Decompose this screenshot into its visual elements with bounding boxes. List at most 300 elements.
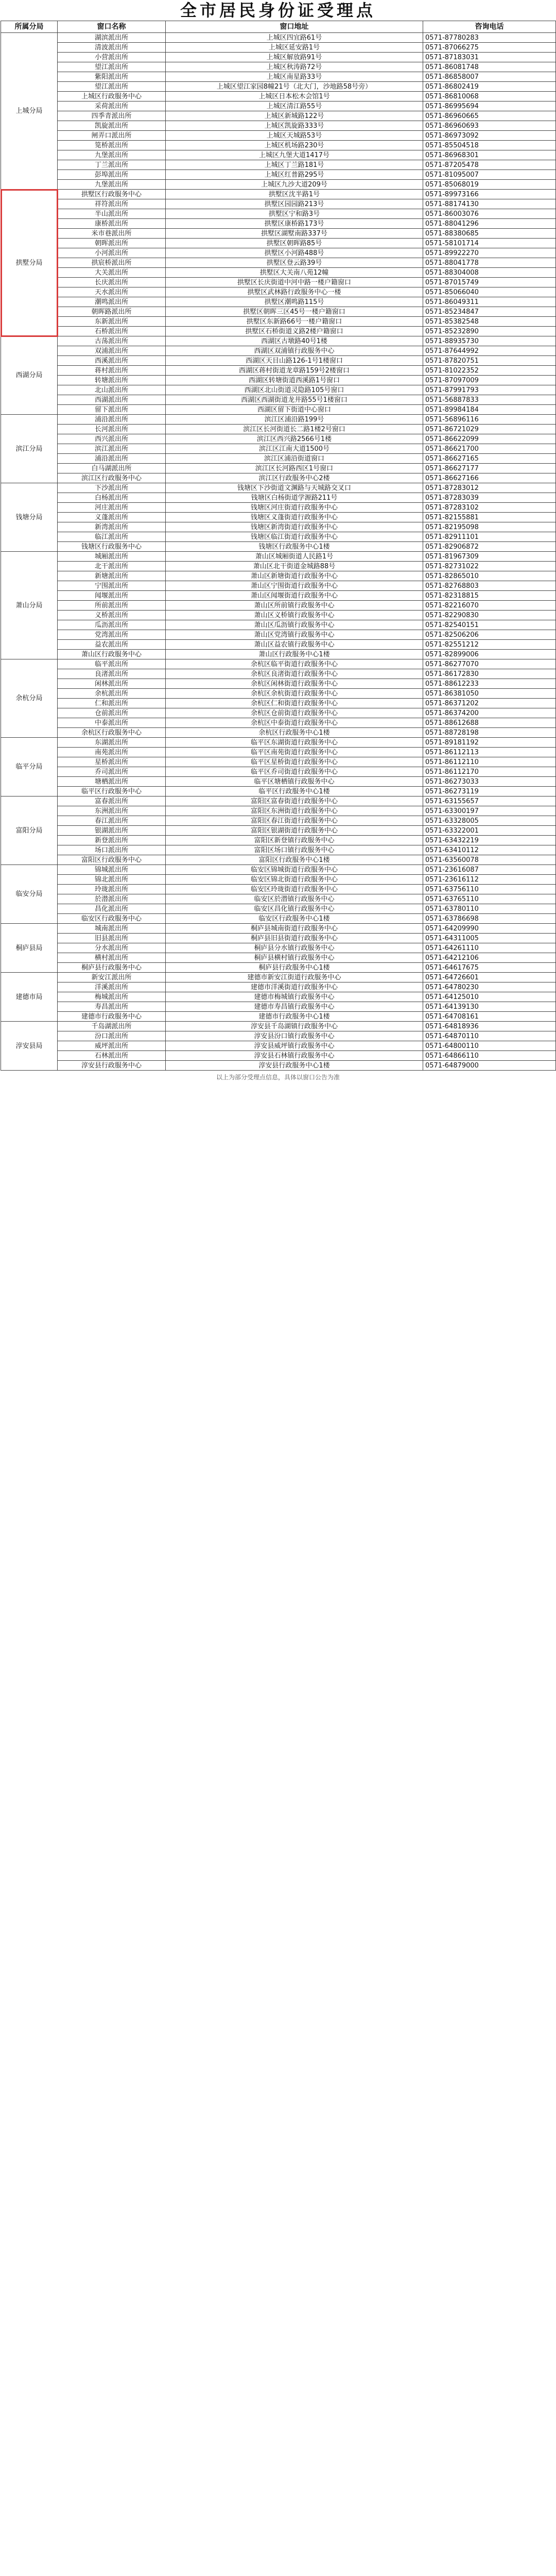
window-address-cell: 萧山区宁围街道行政服务中心 <box>166 581 423 591</box>
window-name-cell: 南苑派出所 <box>58 748 166 757</box>
window-address-cell: 上城区机场路230号 <box>166 141 423 150</box>
window-name-cell: 威坪派出所 <box>58 1041 166 1051</box>
window-name-cell: 石桥派出所 <box>58 327 166 336</box>
window-name-cell: 九堡派出所 <box>58 180 166 190</box>
table-row <box>1 248 556 258</box>
table-row <box>1 591 556 601</box>
table-row <box>1 405 556 415</box>
window-address-cell: 上城区新城路122号 <box>166 111 423 121</box>
header-window: 窗口名称 <box>58 21 166 33</box>
window-address-cell: 拱墅区东新路66号一楼户籍窗口 <box>166 317 423 327</box>
window-name-cell: 良渚派出所 <box>58 669 166 679</box>
phone-cell: 0571-63155657 <box>423 796 556 806</box>
table-row <box>1 855 556 865</box>
page-title: 全市居民身份证受理点 <box>180 1 376 20</box>
table-row <box>1 219 556 229</box>
phone-cell: 0571-64139130 <box>423 1002 556 1012</box>
table-row <box>1 62 556 72</box>
window-name-cell: 中泰派出所 <box>58 718 166 728</box>
window-name-cell: 望江派出所 <box>58 82 166 92</box>
window-name-cell: 湖滨派出所 <box>58 33 166 43</box>
window-address-cell: 钱塘区义蓬街道行政服务中心 <box>166 513 423 522</box>
phone-cell: 0571-64708161 <box>423 1012 556 1022</box>
phone-cell: 0571-63765110 <box>423 894 556 904</box>
window-name-cell: 彭埠派出所 <box>58 170 166 180</box>
phone-cell: 0571-64800110 <box>423 1041 556 1051</box>
page <box>0 0 556 1081</box>
table-row <box>1 562 556 571</box>
table-row <box>1 483 556 493</box>
window-address-cell: 富阳区东洲街道行政服务中心 <box>166 806 423 816</box>
window-name-cell: 场口派出所 <box>58 845 166 855</box>
phone-cell: 0571-87283102 <box>423 503 556 513</box>
phone-cell: 0571-87820751 <box>423 356 556 366</box>
window-name-cell: 蒋村派出所 <box>58 366 166 376</box>
header-phone: 咨询电话 <box>423 21 556 33</box>
table-row <box>1 659 556 669</box>
window-address-cell: 淳安县威坪镇行政服务中心 <box>166 1041 423 1051</box>
table-row <box>1 287 556 297</box>
window-address-cell: 余杭区行政服务中心1楼 <box>166 728 423 738</box>
table-row <box>1 943 556 953</box>
table-row <box>1 1041 556 1051</box>
window-name-cell: 祥符派出所 <box>58 199 166 209</box>
phone-cell: 0571-88380685 <box>423 229 556 239</box>
phone-cell: 0571-23616087 <box>423 865 556 875</box>
table-row <box>1 1012 556 1022</box>
window-address-cell: 上城区九堡大道1417号 <box>166 150 423 160</box>
window-address-cell: 西湖区转塘街道西溪路1号窗口 <box>166 376 423 385</box>
window-name-cell: 凯旋派出所 <box>58 121 166 131</box>
table-row <box>1 826 556 836</box>
phone-cell: 0571-63432219 <box>423 836 556 845</box>
bureau-cell: 临平分局 <box>1 738 58 796</box>
phone-cell: 0571-89922270 <box>423 248 556 258</box>
table-row <box>1 258 556 268</box>
window-name-cell: 清波派出所 <box>58 43 166 53</box>
phone-cell: 0571-82540151 <box>423 620 556 630</box>
phone-cell: 0571-81022352 <box>423 366 556 376</box>
window-name-cell: 北山派出所 <box>58 385 166 395</box>
window-name-cell: 宁围派出所 <box>58 581 166 591</box>
window-address-cell: 临安区昌化镇行政服务中心 <box>166 904 423 914</box>
window-name-cell: 临平区行政服务中心 <box>58 787 166 796</box>
phone-cell: 0571-85382548 <box>423 317 556 327</box>
table-row <box>1 934 556 943</box>
window-address-cell: 滨江区长河街道长二路1楼2号窗口 <box>166 425 423 434</box>
phone-cell: 0571-82768803 <box>423 581 556 591</box>
phone-cell: 0571-88041778 <box>423 258 556 268</box>
window-name-cell: 白杨派出所 <box>58 493 166 503</box>
table-row <box>1 356 556 366</box>
phone-cell: 0571-86802419 <box>423 82 556 92</box>
window-address-cell: 西湖区古墩路40号1楼 <box>166 336 423 346</box>
table-row <box>1 689 556 699</box>
window-name-cell: 所前派出所 <box>58 601 166 611</box>
window-name-cell: 城厢派出所 <box>58 552 166 562</box>
window-name-cell: 笕桥派出所 <box>58 141 166 150</box>
table-row <box>1 640 556 650</box>
window-address-cell: 西湖区留下街道中心窗口 <box>166 405 423 415</box>
window-name-cell: 闻堰派出所 <box>58 591 166 601</box>
window-address-cell: 拱墅区朝晖三区45号一楼户籍窗口 <box>166 307 423 317</box>
footer-note: 以上为部分受理点信息，具体以窗口公告为准 <box>216 1074 340 1081</box>
window-address-cell: 富阳区富春街道行政服务中心 <box>166 796 423 806</box>
window-name-cell: 义桥派出所 <box>58 611 166 620</box>
window-address-cell: 建德市寿昌镇行政服务中心 <box>166 1002 423 1012</box>
table-row <box>1 121 556 131</box>
window-address-cell: 临平区乔司街道行政服务中心 <box>166 767 423 777</box>
window-name-cell: 余杭区行政服务中心 <box>58 728 166 738</box>
phone-cell: 0571-88728198 <box>423 728 556 738</box>
window-address-cell: 余杭区仁和街道行政服务中心 <box>166 699 423 708</box>
table-row <box>1 914 556 924</box>
window-address-cell: 建德市洋溪街道行政服务中心 <box>166 982 423 992</box>
bureau-cell: 滨江分局 <box>1 415 58 483</box>
window-name-cell: 新塘派出所 <box>58 571 166 581</box>
window-name-cell: 上城区行政服务中心 <box>58 92 166 101</box>
window-address-cell: 上城区四宜路61号 <box>166 33 423 43</box>
phone-cell: 0571-85504518 <box>423 141 556 150</box>
window-address-cell: 滨江区江南大道1500号 <box>166 444 423 454</box>
table-row <box>1 552 556 562</box>
phone-cell: 0571-86112170 <box>423 767 556 777</box>
window-name-cell: 留下派出所 <box>58 405 166 415</box>
phone-cell: 0571-82318815 <box>423 591 556 601</box>
table-row <box>1 620 556 630</box>
window-name-cell: 寿昌派出所 <box>58 1002 166 1012</box>
phone-cell: 0571-86622099 <box>423 434 556 444</box>
window-name-cell: 滨江派出所 <box>58 444 166 454</box>
window-address-cell: 上城区丁兰路181号 <box>166 160 423 170</box>
window-name-cell: 东新派出所 <box>58 317 166 327</box>
phone-cell: 0571-88935730 <box>423 336 556 346</box>
phone-cell: 0571-86371202 <box>423 699 556 708</box>
window-address-cell: 建德市新安江街道行政服务中心 <box>166 973 423 982</box>
table-row <box>1 190 556 199</box>
phone-cell: 0571-86049311 <box>423 297 556 307</box>
phone-cell: 0571-85234847 <box>423 307 556 317</box>
window-address-cell: 富阳区行政服务中心1楼 <box>166 855 423 865</box>
table-row <box>1 816 556 826</box>
window-address-cell: 拱墅区朝晖路85号 <box>166 239 423 248</box>
table-row <box>1 1051 556 1061</box>
header-bureau: 所属分局 <box>1 21 58 33</box>
phone-cell: 0571-86381050 <box>423 689 556 699</box>
window-name-cell: 新湾派出所 <box>58 522 166 532</box>
phone-cell: 0571-64780230 <box>423 982 556 992</box>
window-address-cell: 上城区天城路53号 <box>166 131 423 141</box>
table-row <box>1 1061 556 1071</box>
phone-cell: 0571-64311005 <box>423 934 556 943</box>
window-address-cell: 拱墅区园园路213号 <box>166 199 423 209</box>
table-row <box>1 679 556 689</box>
window-address-cell: 拱墅区登云路39号 <box>166 258 423 268</box>
bureau-cell: 拱墅分局 <box>1 190 58 336</box>
phone-cell: 0571-64125010 <box>423 992 556 1002</box>
window-address-cell: 滨江区浦沿路199号 <box>166 415 423 425</box>
window-name-cell: 昌化派出所 <box>58 904 166 914</box>
window-name-cell: 紫阳派出所 <box>58 72 166 82</box>
phone-cell: 0571-87183031 <box>423 53 556 62</box>
window-name-cell: 古荡派出所 <box>58 336 166 346</box>
window-name-cell: 白马湖派出所 <box>58 464 166 473</box>
table-row <box>1 141 556 150</box>
window-name-cell: 河庄派出所 <box>58 503 166 513</box>
window-address-cell: 西湖区双浦镇行政服务中心 <box>166 346 423 356</box>
table-row <box>1 767 556 777</box>
table-row <box>1 738 556 748</box>
table-row <box>1 395 556 405</box>
window-name-cell: 富阳区行政服务中心 <box>58 855 166 865</box>
phone-cell: 0571-82731022 <box>423 562 556 571</box>
window-name-cell: 四季青派出所 <box>58 111 166 121</box>
window-address-cell: 钱塘区河庄街道行政服务中心 <box>166 503 423 513</box>
window-name-cell: 双浦派出所 <box>58 346 166 356</box>
window-address-cell: 拱墅区沈半路1号 <box>166 190 423 199</box>
window-name-cell: 北干派出所 <box>58 562 166 571</box>
window-name-cell: 城南派出所 <box>58 924 166 934</box>
table-row <box>1 297 556 307</box>
window-name-cell: 玲珑派出所 <box>58 885 166 894</box>
phone-cell: 0571-64870110 <box>423 1031 556 1041</box>
window-name-cell: 东湖派出所 <box>58 738 166 748</box>
window-address-cell: 萧山区党湾镇行政服务中心 <box>166 630 423 640</box>
window-address-cell: 钱塘区下沙街道文渊路与天城路交叉口 <box>166 483 423 493</box>
window-name-cell: 钱塘区行政服务中心 <box>58 542 166 552</box>
table-row <box>1 239 556 248</box>
table-row <box>1 160 556 170</box>
phone-cell: 0571-86968301 <box>423 150 556 160</box>
window-address-cell: 上城区九沙大道209号 <box>166 180 423 190</box>
table-row <box>1 72 556 82</box>
phone-cell: 0571-63780110 <box>423 904 556 914</box>
window-address-cell: 临平区东湖街道行政服务中心 <box>166 738 423 748</box>
table-row <box>1 444 556 454</box>
window-address-cell: 上城区解放路91号 <box>166 53 423 62</box>
phone-cell: 0571-87991793 <box>423 385 556 395</box>
table-row <box>1 366 556 376</box>
window-name-cell: 小河派出所 <box>58 248 166 258</box>
table-row <box>1 229 556 239</box>
phone-cell: 0571-89181192 <box>423 738 556 748</box>
window-address-cell: 西湖区北山街道灵隐路105号窗口 <box>166 385 423 395</box>
table-row <box>1 464 556 473</box>
window-address-cell: 萧山区北干街道金城路88号 <box>166 562 423 571</box>
window-name-cell: 益农派出所 <box>58 640 166 650</box>
window-address-cell: 萧山区闻堰街道行政服务中心 <box>166 591 423 601</box>
bureau-cell: 钱塘分局 <box>1 483 58 552</box>
table-row <box>1 503 556 513</box>
bureau-cell: 萧山分局 <box>1 552 58 659</box>
phone-cell: 0571-64261110 <box>423 943 556 953</box>
phone-cell: 0571-64879000 <box>423 1061 556 1071</box>
window-name-cell: 於潜派出所 <box>58 894 166 904</box>
window-address-cell: 富阳区新登镇行政服务中心 <box>166 836 423 845</box>
window-name-cell: 锦城派出所 <box>58 865 166 875</box>
phone-cell: 0571-56887833 <box>423 395 556 405</box>
phone-cell: 0571-82551212 <box>423 640 556 650</box>
window-name-cell: 锦北派出所 <box>58 875 166 885</box>
window-name-cell: 余杭派出所 <box>58 689 166 699</box>
table-row <box>1 963 556 973</box>
table-row <box>1 33 556 43</box>
window-address-cell: 滨江区浦沿街道窗口 <box>166 454 423 464</box>
window-name-cell: 分水派出所 <box>58 943 166 953</box>
window-name-cell: 银湖派出所 <box>58 826 166 836</box>
window-address-cell: 富阳区春江街道行政服务中心 <box>166 816 423 826</box>
bureau-cell: 淳安县局 <box>1 1022 58 1071</box>
window-address-cell: 上城区延安路1号 <box>166 43 423 53</box>
table-row <box>1 268 556 278</box>
window-address-cell: 建德市梅城镇行政服务中心 <box>166 992 423 1002</box>
phone-cell: 0571-82216070 <box>423 601 556 611</box>
window-name-cell: 淳安县行政服务中心 <box>58 1061 166 1071</box>
phone-cell: 0571-87283039 <box>423 493 556 503</box>
phone-cell: 0571-86112113 <box>423 748 556 757</box>
window-address-cell: 拱墅区大关南八苑12幢 <box>166 268 423 278</box>
phone-cell: 0571-82865010 <box>423 571 556 581</box>
table-row <box>1 493 556 503</box>
window-address-cell: 拱墅区武林路行政服务中心一楼 <box>166 287 423 297</box>
table-row <box>1 346 556 356</box>
window-address-cell: 萧山区城厢街道人民路1号 <box>166 552 423 562</box>
phone-cell: 0571-86273033 <box>423 777 556 787</box>
window-address-cell: 萧山区所前镇行政服务中心 <box>166 601 423 611</box>
phone-cell: 0571-88041296 <box>423 219 556 229</box>
bureau-cell: 余杭分局 <box>1 659 58 738</box>
table-row <box>1 973 556 982</box>
phone-cell: 0571-82290830 <box>423 611 556 620</box>
phone-cell: 0571-64818936 <box>423 1022 556 1031</box>
table-row <box>1 1022 556 1031</box>
phone-cell: 0571-81967309 <box>423 552 556 562</box>
window-name-cell: 义蓬派出所 <box>58 513 166 522</box>
table-row <box>1 513 556 522</box>
table-row <box>1 611 556 620</box>
table-row <box>1 1002 556 1012</box>
phone-cell: 0571-86858007 <box>423 72 556 82</box>
window-name-cell: 桐庐县行政服务中心 <box>58 963 166 973</box>
window-name-cell: 新登派出所 <box>58 836 166 845</box>
phone-cell: 0571-63756110 <box>423 885 556 894</box>
phone-cell: 0571-63328005 <box>423 816 556 826</box>
window-name-cell: 富春派出所 <box>58 796 166 806</box>
bureau-cell: 临安分局 <box>1 865 58 924</box>
phone-cell: 0571-86960693 <box>423 121 556 131</box>
table-row <box>1 434 556 444</box>
table-row <box>1 885 556 894</box>
table-row <box>1 307 556 317</box>
phone-cell: 0571-82906872 <box>423 542 556 552</box>
phone-cell: 0571-85232890 <box>423 327 556 336</box>
window-address-cell: 上城区清江路55号 <box>166 101 423 111</box>
phone-cell: 0571-64726601 <box>423 973 556 982</box>
window-address-cell: 淳安县千岛湖镇行政服务中心 <box>166 1022 423 1031</box>
window-name-cell: 天水派出所 <box>58 287 166 297</box>
table-row <box>1 522 556 532</box>
window-name-cell: 滨江区行政服务中心 <box>58 473 166 483</box>
phone-cell: 0571-86627165 <box>423 454 556 464</box>
table-row <box>1 728 556 738</box>
phone-cell: 0571-82506206 <box>423 630 556 640</box>
phone-cell: 0571-63300197 <box>423 806 556 816</box>
table-row <box>1 581 556 591</box>
window-name-cell: 长河派出所 <box>58 425 166 434</box>
window-address-cell: 钱塘区白杨街道学源路211号 <box>166 493 423 503</box>
phone-cell: 0571-87644992 <box>423 346 556 356</box>
window-name-cell: 临平派出所 <box>58 659 166 669</box>
window-address-cell: 淳安县行政服务中心1楼 <box>166 1061 423 1071</box>
window-name-cell: 千岛湖派出所 <box>58 1022 166 1031</box>
table-row <box>1 806 556 816</box>
window-address-cell: 临平区塘栖镇行政服务中心 <box>166 777 423 787</box>
table-row <box>1 199 556 209</box>
window-address-cell: 西湖区天目山路126-1号1楼窗口 <box>166 356 423 366</box>
window-address-cell: 上城区日本松木会馆1号 <box>166 92 423 101</box>
phone-cell: 0571-88612233 <box>423 679 556 689</box>
window-address-cell: 桐庐县城南街道行政服务中心 <box>166 924 423 934</box>
window-address-cell: 滨江区西兴路2566号1楼 <box>166 434 423 444</box>
phone-cell: 0571-63410112 <box>423 845 556 855</box>
window-name-cell: 丁兰派出所 <box>58 160 166 170</box>
window-name-cell: 九堡派出所 <box>58 150 166 160</box>
window-address-cell: 临平区星桥街道行政服务中心 <box>166 757 423 767</box>
window-name-cell: 拱墅区行政服务中心 <box>58 190 166 199</box>
phone-cell: 0571-86374200 <box>423 708 556 718</box>
bureau-cell: 桐庐县局 <box>1 924 58 973</box>
window-name-cell: 闸弄口派出所 <box>58 131 166 141</box>
bureau-cell: 建德市局 <box>1 973 58 1022</box>
phone-cell: 0571-86112110 <box>423 757 556 767</box>
phone-cell: 0571-64212106 <box>423 953 556 963</box>
directory-table <box>1 21 556 1071</box>
table-row <box>1 904 556 914</box>
table-row <box>1 796 556 806</box>
window-name-cell: 乔司派出所 <box>58 767 166 777</box>
phone-cell: 0571-89973166 <box>423 190 556 199</box>
table-row <box>1 699 556 708</box>
window-address-cell: 淳安县石林镇行政服务中心 <box>166 1051 423 1061</box>
table-row <box>1 669 556 679</box>
window-name-cell: 西湖派出所 <box>58 395 166 405</box>
window-address-cell: 桐庐县分水镇行政服务中心 <box>166 943 423 953</box>
window-name-cell: 萧山区行政服务中心 <box>58 650 166 659</box>
phone-cell: 0571-86973092 <box>423 131 556 141</box>
phone-cell: 0571-85066040 <box>423 287 556 297</box>
window-name-cell: 临江派出所 <box>58 532 166 542</box>
window-name-cell: 西溪派出所 <box>58 356 166 366</box>
window-address-cell: 富阳区银湖街道行政服务中心 <box>166 826 423 836</box>
window-address-cell: 滨江区行政服务中心2楼 <box>166 473 423 483</box>
window-name-cell: 汾口派出所 <box>58 1031 166 1041</box>
phone-cell: 0571-86960665 <box>423 111 556 121</box>
phone-cell: 0571-86627166 <box>423 473 556 483</box>
window-address-cell: 西湖区蒋村街道龙章路159号2楼窗口 <box>166 366 423 376</box>
window-name-cell: 建德市行政服务中心 <box>58 1012 166 1022</box>
phone-cell: 0571-89984184 <box>423 405 556 415</box>
phone-cell: 0571-82899006 <box>423 650 556 659</box>
window-address-cell: 余杭区余杭街道行政服务中心 <box>166 689 423 699</box>
window-name-cell: 塘栖派出所 <box>58 777 166 787</box>
table-row <box>1 865 556 875</box>
phone-cell: 0571-86721029 <box>423 425 556 434</box>
phone-cell: 0571-64866110 <box>423 1051 556 1061</box>
phone-cell: 0571-86621700 <box>423 444 556 454</box>
window-name-cell: 西兴派出所 <box>58 434 166 444</box>
phone-cell: 0571-88174130 <box>423 199 556 209</box>
table-row <box>1 150 556 160</box>
